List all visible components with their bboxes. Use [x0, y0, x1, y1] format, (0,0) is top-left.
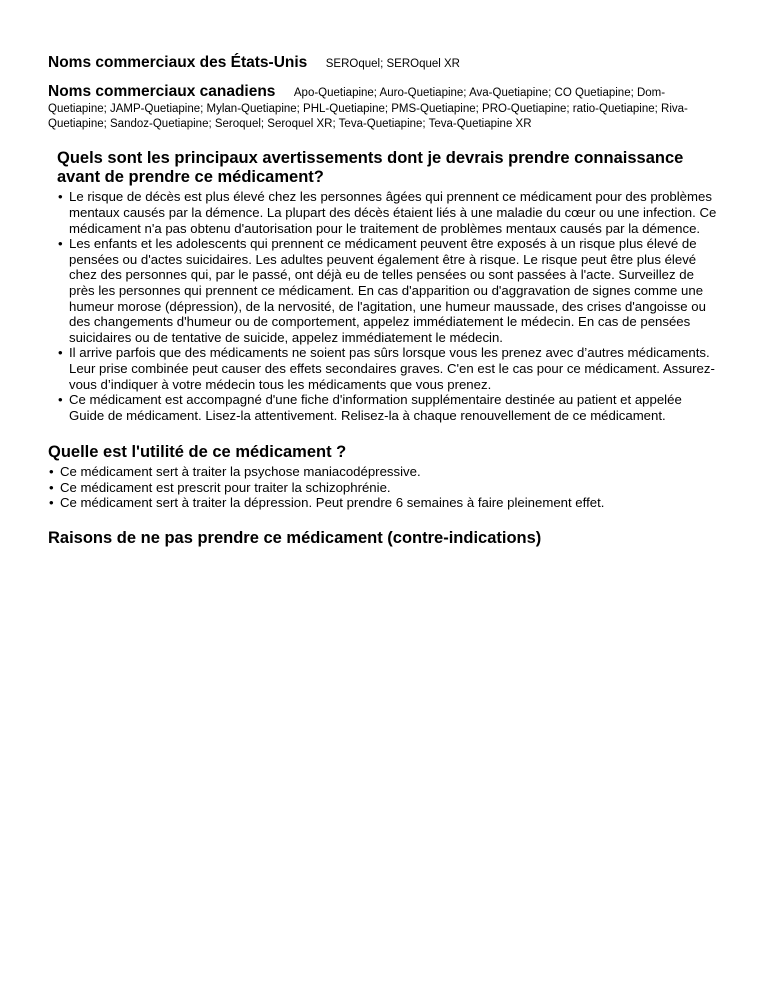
canadian-brand-names-value: Apo-Quetiapine; Auro-Quetiapine; Ava-Quetiapine; CO Quetiapine; Dom-Quetiapine; JAMP-Quetiapine; Mylan-Quetiapine; PHL-Quetiapine; PMS-Quetiapine; PRO-Quetiapine; ratio-Quetiapine; Riva-Quetiapine; Sandoz-Quetiapine; Seroquel; Seroquel XR; Teva-Quetiapine; Teva-Quetiapine XR — [48, 87, 688, 131]
use-text: Ce médicament sert à traiter la dépression. Peut prendre 6 semaines à faire pleinement effet. — [60, 495, 605, 511]
warning-text: Il arrive parfois que des médicaments ne soient pas sûrs lorsque vous les prenez avec d’autres médicaments. Leur prise combinée peut causer des effets secondaires graves. C'en est le cas pour ce médicament. Assurez-vous d’indiquer à votre médecin tous les médicaments que vous prenez. — [69, 345, 715, 392]
list-item — [57, 189, 720, 236]
list-item — [48, 480, 720, 496]
us-brand-names-value: SEROquel; SEROquel XR — [325, 58, 460, 70]
warnings-section — [48, 149, 720, 423]
list-item — [57, 236, 720, 345]
bullet-icon: • — [58, 392, 63, 408]
contraindications-heading: Raisons de ne pas prendre ce médicament (contre-indications) — [48, 529, 542, 548]
list-item — [57, 392, 720, 423]
bullet-icon: • — [58, 345, 63, 361]
list-item — [48, 495, 720, 511]
warning-text: Les enfants et les adolescents qui prennent ce médicament peuvent être exposés à un risque plus élevé de pensées ou d'actes suicidaires. Les adultes peuvent également être à risque. Le risque peut être plus élevé chez des personnes qui, par le passé, ont déjà eu de telles pensées ou sont passées à l'acte. Surveillez de près les personnes qui prennent ce médicament. En cas d'apparition ou d'aggravation de signes comme une humeur morose (dépression), de la nervosité, de l'agitation, une humeur maussade, des crises d'angoisse ou des changements d'humeur ou de comportement, appelez immédiatement le médecin. En cas de pensées suicidaires ou de tentative de suicide, appelez immédiatement le médecin. — [69, 236, 706, 345]
list-item — [48, 464, 720, 480]
warning-text: Le risque de décès est plus élevé chez les personnes âgées qui prennent ce médicament pour des problèmes mentaux causés par la démence. La plupart des décès étaient liés à une maladie du cœur ou une infection. Ce médicament n'a pas obtenu d'autorisation pour le traitement de problèmes mentaux causés par la démence. — [69, 189, 717, 236]
canadian-brand-names — [48, 83, 720, 131]
bullet-icon: • — [58, 189, 63, 205]
contraindications-section — [48, 529, 720, 548]
bullet-icon: • — [49, 464, 54, 480]
warning-text: Ce médicament est accompagné d'une fiche d'information supplémentaire destinée au patient et appelée Guide de médicament. Lisez-la attentivement. Relisez-la à chaque renouvellement de ce médicament. — [69, 392, 682, 423]
us-brand-names-label: Noms commerciaux des États-Unis — [48, 54, 308, 71]
warnings-list — [57, 189, 720, 423]
list-item — [57, 345, 720, 392]
warnings-heading: Quels sont les principaux avertissements dont je devrais prendre connaissance avant de prendre ce médicament? — [57, 149, 684, 187]
bullet-icon: • — [58, 236, 63, 252]
bullet-icon: • — [49, 479, 54, 495]
use-text: Ce médicament est prescrit pour traiter la schizophrénie. — [60, 479, 391, 495]
canadian-brand-names-label: Noms commerciaux canadiens — [48, 83, 276, 101]
bullet-icon: • — [49, 495, 54, 511]
us-brand-names — [48, 54, 720, 72]
uses-heading: Quelle est l'utilité de ce médicament ? — [48, 443, 347, 462]
use-text: Ce médicament sert à traiter la psychose maniacodépressive. — [60, 464, 421, 480]
uses-list — [48, 464, 720, 511]
uses-section — [48, 443, 720, 511]
